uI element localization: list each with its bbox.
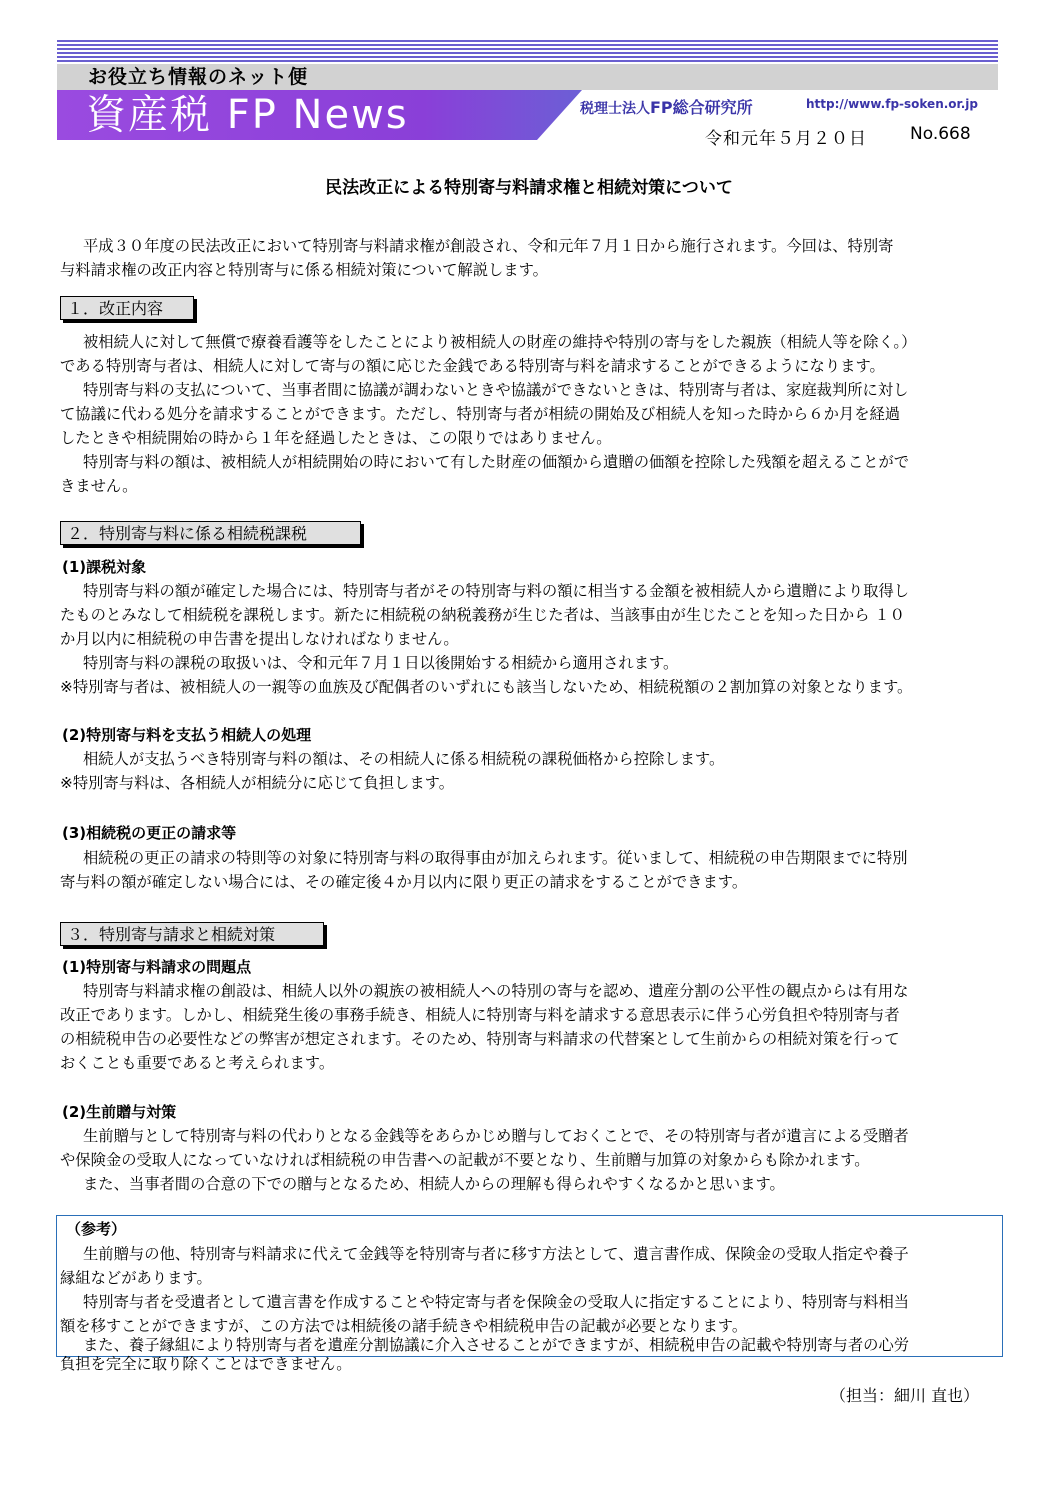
section-heading: ３．特別寄与請求と相続対策 (60, 922, 324, 946)
body-line: 特別寄与料の額が確定した場合には、特別寄与者がその特別寄与料の額に相当する金額を被相続人から遺贈により取得し (83, 582, 910, 600)
author-signature: （担当：細川 直也） (830, 1386, 980, 1405)
company-main: FP総合研究所 (650, 98, 753, 117)
body-line: や保険金の受取人になっていなければ相続税の申告書への記載が不要となり、生前贈与加算の対象からも除かれます。 (60, 1151, 870, 1169)
body-line: て協議に代わる処分を請求することができます。ただし、特別寄与者が相続の開始及び相続人を知った時から６か月を経過 (60, 405, 901, 423)
section-heading: ２．特別寄与料に係る相続税課税 (60, 521, 361, 545)
reference-line: 生前贈与の他、特別寄与料請求に代えて金銭等を特別寄与者に移す方法として、遺言書作成、保険金の受取人指定や養子 (83, 1245, 909, 1263)
body-line: 特別寄与料の支払について、当事者間に協議が調わないときや協議ができないときは、特別寄与者は、家庭裁判所に対し (83, 381, 909, 399)
body-line: 特別寄与料の額は、被相続人が相続開始の時において有した財産の価額から遺贈の価額を控除した残額を超えることがで (83, 453, 910, 471)
section-heading: １．改正内容 (60, 296, 194, 320)
subsection-title: (3)相続税の更正の請求等 (62, 824, 237, 842)
issue-date: 令和元年５月２０日 (705, 129, 867, 149)
reference-line: 負担を完全に取り除くことはできません。 (60, 1355, 352, 1373)
body-line: 生前贈与として特別寄与料の代わりとなる金銭等をあらかじめ贈与しておくことで、その特別寄与者が遺言による受贈者 (83, 1127, 909, 1145)
reference-title: （参考） (66, 1220, 127, 1238)
reference-line: 特別寄与者を受遺者として遺言書を作成することや特定寄与者を保険金の受取人に指定することにより、特別寄与料相当 (83, 1293, 910, 1311)
intro-line: 平成３０年度の民法改正において特別寄与料請求権が創設され、令和元年７月１日から施行されます。今回は、特別寄 (83, 237, 894, 255)
header-stripes (57, 40, 998, 64)
company-url[interactable]: http://www.fp-soken.or.jp (806, 97, 979, 111)
body-line: 相続税の更正の請求の特則等の対象に特別寄与料の取得事由が加えられます。従いまして、相続税の申告期限までに特別 (83, 849, 908, 867)
note-line: ※特別寄与者は、被相続人の一親等の血族及び配偶者のいずれにも該当しないため、相続税額の２割加算の対象となります。 (60, 678, 913, 696)
subsection-title: (2)特別寄与料を支払う相続人の処理 (62, 726, 312, 744)
company-name (580, 95, 753, 118)
body-line: 改正であります。しかし、相続発生後の事務手続き、相続人に特別寄与料を請求する意思表示に伴う心労負担や特別寄与者 (60, 1006, 900, 1024)
body-line: 相続人が支払うべき特別寄与料の額は、その相続人に係る相続税の課税価格から控除します。 (83, 750, 725, 768)
company-prefix: 税理士法人 (580, 101, 650, 117)
body-line: たものとみなして相続税を課税します。新たに相続税の納税義務が生じた者は、当該事由が生じたことを知った日から １０ (60, 606, 905, 624)
subsection-title: (1)課税対象 (62, 558, 147, 576)
subsection-title: (1)特別寄与料請求の問題点 (62, 958, 252, 976)
reference-line: また、養子縁組により特別寄与者を遺産分割協議に介入させることができますが、相続税申告の記載や特別寄与者の心労 (83, 1336, 910, 1354)
issue-number: No.668 (910, 124, 971, 144)
intro-line: 与料請求権の改正内容と特別寄与に係る相続対策について解説します。 (60, 261, 548, 279)
body-line: である特別寄与者は、相続人に対して寄与の額に応じた金銭である特別寄与料を請求することができるようになります。 (60, 357, 885, 375)
body-line: 被相続人に対して無償で療養看護等をしたことにより被相続人の財産の維持や特別の寄与をした親族（相続人等を除く。） (83, 333, 917, 351)
note-line: ※特別寄与料は、各相続人が相続分に応じて負担します。 (60, 774, 455, 792)
article-title: 民法改正による特別寄与料請求権と相続対策について (325, 178, 733, 198)
tagline: お役立ち情報のネット便 (88, 66, 309, 88)
body-line: したときや相続開始の時から１年を経過したときは、この限りではありません。 (60, 429, 612, 447)
body-line: また、当事者間の合意の下での贈与となるため、相続人からの理解も得られやすくなるかと思います。 (83, 1175, 785, 1193)
reference-line: 縁組などがあります。 (60, 1269, 212, 1287)
subsection-title: (2)生前贈与対策 (62, 1103, 177, 1121)
newsletter-title: 資産税 FP News (86, 92, 409, 138)
body-line: の相続税申告の必要性などの弊害が想定されます。そのため、特別寄与料請求の代替案として生前からの相続対策を行って (60, 1030, 900, 1048)
reference-line: 額を移すことができますが、この方法では相続後の諸手続きや相続税申告の記載が必要となります。 (60, 1317, 748, 1335)
body-line: 特別寄与料の課税の取扱いは、令和元年７月１日以後開始する相続から適用されます。 (83, 654, 679, 672)
body-line: 特別寄与料請求権の創設は、相続人以外の親族の被相続人への特別の寄与を認め、遺産分割の公平性の観点からは有用な (83, 982, 909, 1000)
body-line: 寄与料の額が確定しない場合には、その確定後４か月以内に限り更正の請求をすることができます。 (60, 873, 748, 891)
body-line: おくことも重要であると考えられます。 (60, 1054, 335, 1072)
body-line: きません。 (60, 477, 138, 495)
body-line: か月以内に相続税の申告書を提出しなければなりません。 (60, 630, 459, 648)
